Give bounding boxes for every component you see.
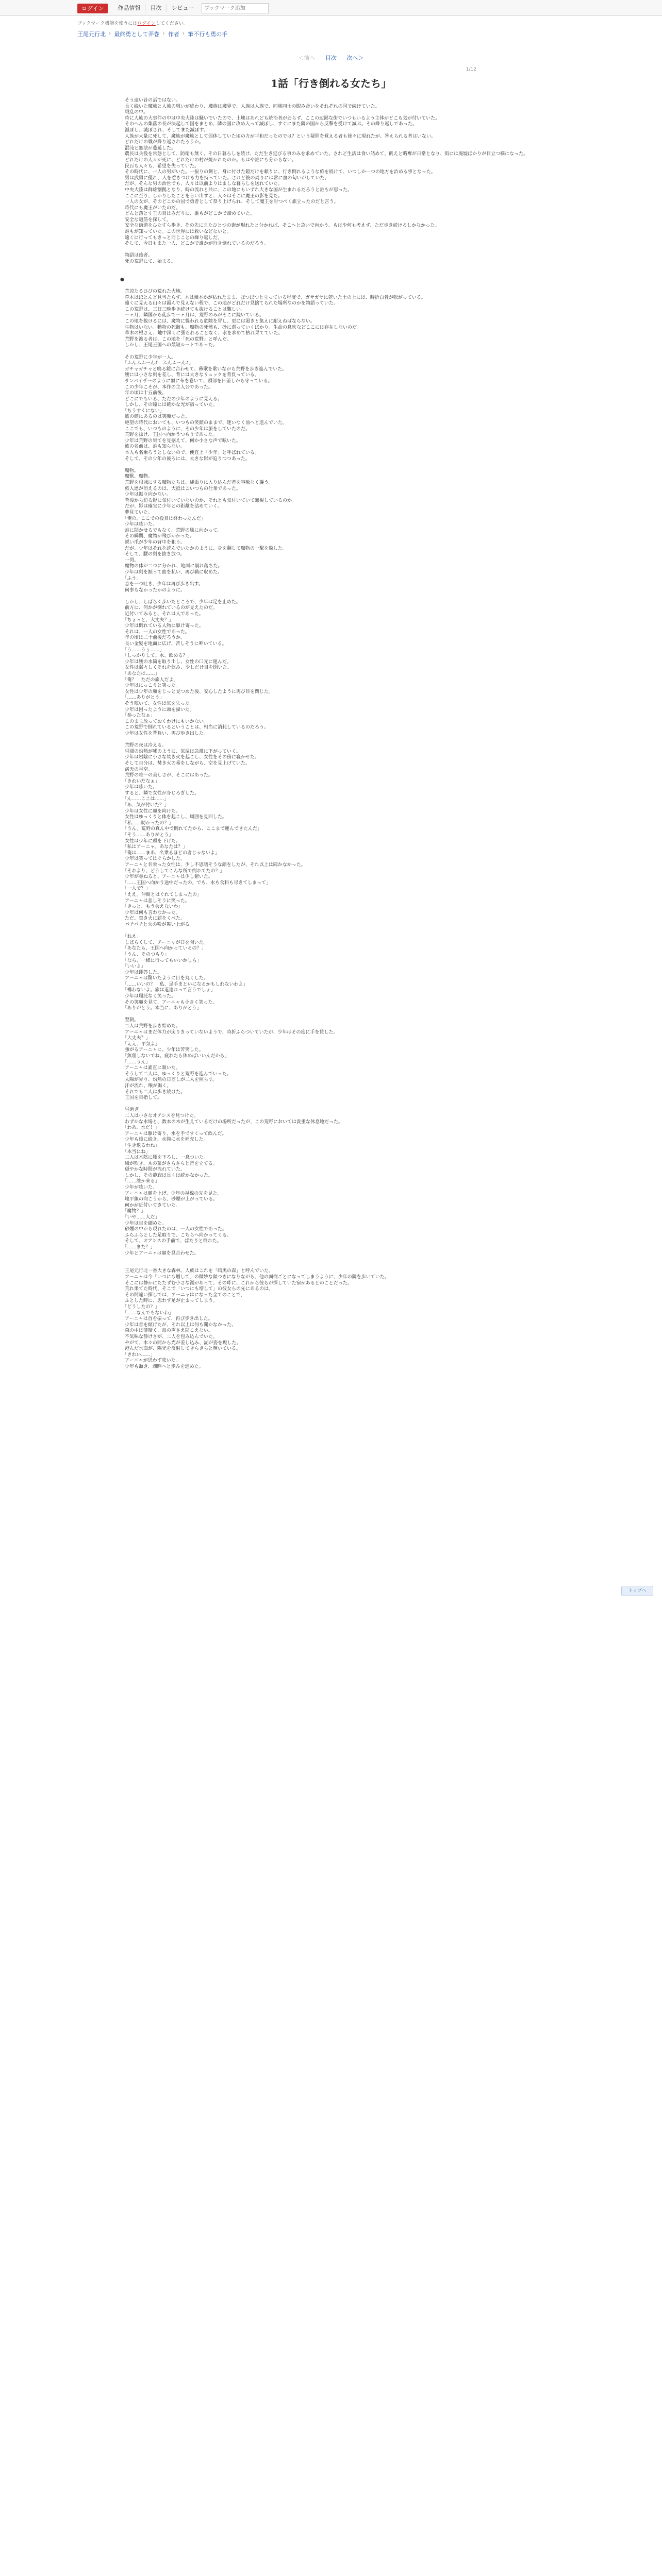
paragraph: しかし、その静寂は長くは続かなかった。 <box>120 1173 213 1178</box>
paragraph: 二人は小さなオアシスを見つけた。 <box>120 1113 199 1118</box>
prev-chapter-link[interactable]: ＜前へ <box>298 55 316 61</box>
paragraph: どんと落とす王の目はみだりに、誰もがどこかで諦めていた。 <box>120 211 255 217</box>
paragraph: 「ねえ」 <box>120 934 141 940</box>
paragraph: 少年は笑ってはぐらかした。 <box>120 856 186 862</box>
paragraph: 「わあ、水だ！」 <box>120 1125 160 1131</box>
paragraph: 誰に聞かせるでもなく、荒野の風に向かって。 <box>120 528 222 533</box>
paragraph: 草木の根さえ、地中深くに張られることなく、水を求めて枯れ果てていた。 <box>120 331 283 336</box>
toc-link[interactable]: 目次 <box>325 55 337 61</box>
paragraph: 「ん……ここは……」 <box>120 796 169 802</box>
paragraph: 夢見ていた。 <box>120 510 153 515</box>
paragraph: 「本当にね」 <box>120 1149 151 1155</box>
paragraph: アーニャが思わず呟いた。 <box>120 1358 180 1364</box>
paragraph: 少年は困ったように頭を掻いた。 <box>120 707 195 713</box>
paragraph: 二人は木陰に腰を下ろし、一息ついた。 <box>120 1155 209 1161</box>
paragraph: 女性は少年に頭を下げた。 <box>120 838 181 844</box>
paragraph-blank <box>120 1257 538 1263</box>
paragraph: 物語は後者。 <box>120 253 153 259</box>
paragraph: この少年こそが、本作の主人公であった。 <box>120 384 213 390</box>
paragraph: 死の荒野にて、始まる。 <box>120 259 176 265</box>
paragraph: そのへんの集落の長が決起して国をまとめ、隣の国に攻め入って滅ぼし、すぐにまた隣の国から反撃を受けて滅ぶ。その繰り返しであった。 <box>120 122 417 127</box>
paragraph: そう遠い昔の話ではない。 <box>120 98 181 103</box>
paragraph: 一閃。 <box>120 557 139 563</box>
paragraph: 「……王国へ向かう途中だったの。でも、水も食料も尽きてしまって」 <box>120 880 271 886</box>
paragraph: 少年は呟いた。 <box>120 785 158 790</box>
paragraph: 「うん、そのつもり」 <box>120 952 170 957</box>
paragraph: 少年が呟いた。 <box>120 1185 158 1191</box>
paragraph-blank <box>120 1101 538 1108</box>
paragraph: 「俺の、ここでの役目は終わったんだ」 <box>120 516 206 521</box>
paragraph: 絶望の時代においても、いつもの笑顔のままで、迷いなく前へと進んでいた。 <box>120 420 287 426</box>
paragraph: しかし、しばらく歩いたところで、少年は足を止めた。 <box>120 599 241 605</box>
paragraph: 「……うん」 <box>120 1059 151 1065</box>
paragraph: 少年はにっこりと笑った。 <box>120 683 180 689</box>
breadcrumb-item[interactable]: 最終勇として弄巻 <box>114 31 160 38</box>
paragraph: 風が吹き、木の葉がさらさらと音を立てる。 <box>120 1161 218 1166</box>
paragraph: 「ええ。仲間とはぐれてしまったの」 <box>120 892 202 897</box>
paragraph: 本人も名乗ろうとしないので、便宜上「少年」と呼ばれている。 <box>120 450 259 456</box>
paragraph: 一人の女が、そのどこかの国で勇者として祭り上げられ、そして魔王を討つべく旅立ったのだと言う。 <box>120 199 339 205</box>
paragraph: 少年は屈託なく笑った。 <box>120 994 176 999</box>
paragraph: 戦乱の中。 <box>120 110 148 115</box>
paragraph: 魔獣、魔物。 <box>120 474 153 480</box>
paragraph: このまま放っておくわけにもいかない。 <box>120 719 209 724</box>
paragraph: その笑顔を見て、アーニャも小さく笑った。 <box>120 999 218 1005</box>
paragraph: 一ヶ月、隣国から徒歩で一ヶ月は、荒野のみがそこに続いている。 <box>120 313 264 318</box>
paragraph: 「ありがとう。本当に、ありがとう」 <box>120 1006 202 1011</box>
paragraph: 「あなたも、王国へ向かっているの？」 <box>120 946 206 952</box>
paragraph: どれだけの人々が死に、どれだけの村が焼かれたのか。もはや誰にも分からない。 <box>120 157 297 163</box>
paragraph: 「無理しないでね。疲れたら休めばいいんだから」 <box>120 1054 229 1059</box>
paragraph: 何事もなかったかのように。 <box>120 587 186 593</box>
paragraph-blank <box>120 594 538 600</box>
paragraph: ここに至り、しかりしたことを言い出すと、人々はそこに魔王の影を見た。 <box>120 193 283 199</box>
paragraph-blank <box>120 737 538 743</box>
paragraph: 草木はほとんど見当たらず、木は幾本かが枯れたまま、ぽつぽつと立っている程度で、ガサガサに乾いた土の上には、時折白骨が転がっている。 <box>120 295 426 300</box>
paragraph: 女性は少年の顔をじっと見つめた後、安心したように再び目を閉じた。 <box>120 689 274 694</box>
paragraph: そして自分は、焚き火の番をしながら、空を見上げていた。 <box>120 760 251 766</box>
paragraph: アーニャは駆け寄り、水を手ですくって飲んだ。 <box>120 1131 227 1137</box>
paragraph: 民百も人々も、希望を失っていた。 <box>120 163 200 169</box>
paragraph: 澄んだ水面が、陽光を反射してきらきらと輝いている。 <box>120 1346 241 1352</box>
paragraph: そして、腰の剣を抜き放つ。 <box>120 552 185 557</box>
chapter-pager <box>0 54 662 62</box>
paragraph: 魔物の体が二つに分かれ、地面に崩れ落ちた。 <box>120 564 223 569</box>
paragraph: その時代に、一人の男がいた。一振りの剣と、身に付けた鎧だけを頼りに、行き倒れるような旅を続けて、いつしか一つの地方を治める事となった。 <box>120 170 436 175</box>
paragraph: 少年は荒野の果てを見据えて、何か小さな声で呟いた。 <box>120 438 241 444</box>
paragraph: 腰には小さな剣を差し、背には大きなリュックを背負っている。 <box>120 372 259 378</box>
paragraph: 荒野の唯一の美しさが、そこにはあった。 <box>120 773 213 778</box>
paragraph: アーニャは素直に頷いた。 <box>120 1065 180 1071</box>
paragraph: 「参ったなぁ」 <box>120 713 155 719</box>
paragraph: 太陽が昇り、灼熱の日差しが二人を照らす。 <box>120 1077 218 1083</box>
paragraph: 背後から迫る影に気付いていないのか、それとも気付いていて無視しているのか。 <box>120 498 297 503</box>
paragraph: 「俺？ ただの旅人だよ」 <box>120 677 178 683</box>
paragraph: だが、少年はそれを読んでいたかのように、身を翻して魔物の一撃を躱した。 <box>120 546 288 551</box>
paragraph: 「私……助かったの？」 <box>120 820 174 826</box>
paragraph: 混沌と無法が蔓延した。 <box>120 145 176 151</box>
login-button[interactable]: ログイン <box>77 4 108 13</box>
breadcrumb-item[interactable]: 王尾元行北 <box>77 31 106 38</box>
paragraph: 時代にも魔王がいたのだ。 <box>120 205 181 211</box>
paragraph: アーニャは今「いつにも増して」の微妙な顔つきになりながら、他の面倒ごとになってしまうように、少年の隣を歩いていた。 <box>120 1274 389 1280</box>
paragraph: 前方に、何かが倒れているのが見えたのだ。 <box>120 605 218 611</box>
paragraph: 彼の顔にあるのは笑顔だった。 <box>120 414 190 420</box>
paragraph-blank <box>120 349 538 355</box>
paragraph: そして、今日もまた一人、どこかで誰かが行き倒れているのだろう。 <box>120 241 269 247</box>
paragraph: 「ちょっと、大丈夫？」 <box>120 617 174 623</box>
paragraph: 農民は兵役を常態として、防衛も無く、その日暮らしを続け、ただ生き延びる事のみを求めていた。されど生活は食い詰めて、飢えと略奪が日常となり、街には廃墟ばかりが目立つ様になった。 <box>120 151 528 157</box>
paragraph: アーニャは驚いたように目を丸くした。 <box>120 976 208 981</box>
paragraph: 年の頃は十五前後。 <box>120 391 167 396</box>
paragraph: その瞬間、魔物が飛びかかった。 <box>120 534 195 539</box>
paragraph: 「そう……ありがとう」 <box>120 833 174 838</box>
next-chapter-link[interactable]: 次へ＞ <box>346 55 364 61</box>
paragraph: 長く続いた魔族と人族の戦いが終わり、魔族は魔界で、人族は人族で、同族同士の睨み合いをそれぞれの国で続けていた。 <box>120 104 380 109</box>
top-nav-bar <box>0 0 662 16</box>
paragraph: 「私はアーニャ。あなたは？」 <box>120 844 188 850</box>
paragraph: 男は武勇に優れ、人を惹きつける力を持っていた。されど彼の周りには常に血の匂いがしていた。 <box>120 175 329 181</box>
paragraph: すると、隣で女性が身じろぎした。 <box>120 790 200 796</box>
paragraph: この地を抜けるには、魔物に襲われる危険を冒し、更には渇きと飢えに耐えねばならない。 <box>120 318 316 324</box>
paragraph: 少年は目を細めた。 <box>120 1221 167 1226</box>
login-notice-link[interactable]: ログイン <box>137 21 156 26</box>
paragraph: それは、一人の女性であった。 <box>120 629 190 635</box>
paragraph: 荒野を抜け、王国へ向かうつもりであった。 <box>120 432 218 438</box>
paragraph-blank <box>120 1263 538 1269</box>
paragraph: 近付いてみると、それは人であった。 <box>120 612 204 617</box>
paragraph: 鋭い爪が少年の背中を狙う。 <box>120 539 186 545</box>
paragraph: 荒れ果てた時代、そこで「いつにも増して」の彼女らの先にあるのは。 <box>120 1286 274 1292</box>
paragraph: 荒野を渡る者は、この地を「死の荒野」と呼んだ。 <box>120 336 232 342</box>
paragraph: アーニャはまだ体力が戻りきっていないようで、時折ふらついていたが、少年はその度に手を貸した。 <box>120 1029 338 1035</box>
paragraph: 少年も後に続き、水筒に水を補充した。 <box>120 1137 208 1143</box>
paragraph: その荒野に少年が一人。 <box>120 354 176 360</box>
breadcrumb-item[interactable]: 筆不行も勇の手 <box>188 31 228 38</box>
paragraph: 「生き返るわね」 <box>120 1143 160 1148</box>
paragraph: 「大丈夫？」 <box>120 1036 151 1041</box>
breadcrumb <box>77 30 227 38</box>
paragraph: 「……なんでもないわ」 <box>120 1310 174 1316</box>
paragraph: 誰もが知っていた。この世界には救いなどないと。 <box>120 229 232 235</box>
paragraph: サンバイザーのように額に布を巻いて、頭部を日差しから守っている。 <box>120 378 273 384</box>
back-to-top-button[interactable]: トップへ <box>621 1586 653 1596</box>
paragraph: 王尾元行北一番大きな森林、人族はこれを「暗黒の森」と呼んでいた。 <box>120 1268 274 1274</box>
paragraph: 彼の名前は、誰も知らない。 <box>120 444 186 450</box>
paragraph: しかし、その瞳には確かな光が宿っていた。 <box>120 402 218 408</box>
paragraph: 少年は首を傾げたが、それ以上は何も聞かなかった。 <box>120 1322 237 1328</box>
paragraph: 昼間の灼熱が嘘のように、気温は急激に下がっていく。 <box>120 749 241 754</box>
paragraph: 「ええ、平気よ」 <box>120 1041 160 1047</box>
paragraph: 「あ、気が付いた？」 <box>120 803 169 808</box>
paragraph: 地平線の向こうから、砂煙が上がっている。 <box>120 1197 218 1202</box>
paragraph: 安全な街道をひたすら歩き、その先にまたひとつの街が現れたと分かれば、そこへと急いで向かう。もはや何も考えず、ただ歩き続けるしかなかった。 <box>120 223 440 229</box>
paragraph: 森の中は薄暗く、鳥の声さえ聞こえない。 <box>120 1328 213 1334</box>
paragraph: 穏やかな時間が流れていた。 <box>120 1167 186 1173</box>
paragraph: アーニャは悲しそうに笑った。 <box>120 898 190 904</box>
paragraph: 少年は岩陰に小さな焚き火を起こし、女性をその傍に寝かせた。 <box>120 755 260 760</box>
paragraph: 「いいよ」 <box>120 964 146 970</box>
paragraph: ふらふらとした足取りで、こちらへ向かってくる。 <box>120 1232 231 1238</box>
paragraph: 「きっと、もう会えないわ」 <box>120 904 183 910</box>
paragraph: 「ふう」 <box>120 575 141 581</box>
paragraph: そう呟いて、女性は気を失った。 <box>120 701 194 706</box>
top-nav <box>77 3 269 13</box>
paragraph: 荒野を根城にする魔物たちは、縄張りに入り込んだ者を容赦なく襲う。 <box>120 480 274 485</box>
paragraph: 強がるアーニャに、少年は苦笑した。 <box>120 1047 204 1053</box>
paragraph: それでも二人は歩き続けた。 <box>120 1089 186 1095</box>
paragraph: だが、影は確実に少年との距離を詰めていく。 <box>120 504 222 510</box>
paragraph: 少年とアーニャは顔を見合わせた。 <box>120 1250 199 1256</box>
paragraph: この荒野は、三日三晩歩き続けても抜けることは難しい。 <box>120 307 246 312</box>
paragraph: 時に人族の大事件の中は中央大陸は騒いでいたので、土地はあれども統治者がおらず、ここの辺鄙な街でいつもいるよう主体がどこも気が付いていた。 <box>120 115 440 121</box>
paragraph: その間違い探しでは、アーニャはになった全てのことで、 <box>120 1292 245 1298</box>
paragraph: アーニャと名乗った女性は、少し不思議そうな顔をしたが、それ以上は聞かなかった。 <box>120 862 306 868</box>
paragraph: 「魔物？」 <box>120 1209 146 1214</box>
paragraph: 安全な道筋を探して。 <box>120 217 171 223</box>
nav-item-review[interactable]: レビュー <box>171 5 194 11</box>
paragraph: 「それより、どうしてこんな所で倒れてたの？」 <box>120 868 225 874</box>
paragraph-blank <box>120 462 538 468</box>
paragraph: 少年は女性を背負い、再び歩き出した。 <box>120 731 209 736</box>
paragraph: 少年は振り向かない。 <box>120 492 172 498</box>
paragraph: 少年は女性に顔を向けた。 <box>120 808 181 814</box>
paragraph: 魔物。 <box>120 468 139 473</box>
paragraph: しばらくして、アーニャが口を開いた。 <box>120 940 208 945</box>
paragraph: ガチャガチャと鳴る鎧に合わせて、鼻歌を歌いながら荒野を歩き進んでいた。 <box>120 366 287 372</box>
paragraph: 「俺は……まあ、名乗るほどの者じゃないよ」 <box>120 850 220 856</box>
paragraph: 遠くに見える山々は霞んで見えない程で、この地がどれだけ見捨てられた場所なのかを物語っていた。 <box>120 301 338 307</box>
paragraph: 少年は倒れている人物に駆け寄った。 <box>120 623 204 629</box>
paragraph: 「きれい……」 <box>120 1352 155 1358</box>
login-notice <box>77 20 188 26</box>
paragraph: 滅ぼし、滅ぼされ、そしてまた滅ぼす。 <box>120 127 208 133</box>
login-notice-prefix: ブックマーク機能を使うには <box>77 21 138 26</box>
paragraph: 少年も頷き、湖畔へと歩みを進めた。 <box>120 1364 204 1369</box>
paragraph: 何かが近付いてきていた。 <box>120 1202 181 1208</box>
paragraph: 「うん。荒野の真ん中で倒れてたから、ここまで運んできたんだ」 <box>120 826 262 832</box>
paragraph: この荒野で倒れているということは、相当に消耗しているのだろう。 <box>120 725 269 731</box>
paragraph: そして、オアシスの手前で、ばたりと倒れた。 <box>120 1239 222 1244</box>
paragraph: 「なら、一緒に行ってもいいかしら」 <box>120 958 202 963</box>
paragraph: 「……ありがとう」 <box>120 695 164 701</box>
paragraph: 「きれいだなぁ」 <box>120 778 160 784</box>
paragraph: ただ、焚き火に薪をくべた。 <box>120 916 186 922</box>
paragraph: 少年は呟いた。 <box>120 522 158 528</box>
page-count: 1/12 <box>466 67 476 72</box>
nav-item-works[interactable]: 作品情報 <box>113 4 145 12</box>
paragraph: 少年は剣を振って血を払い、再び鞘に収めた。 <box>120 569 223 575</box>
nav-item-toc[interactable]: 目次 <box>145 4 167 12</box>
paragraph: 「しっかりして。水、飲める？」 <box>120 653 192 659</box>
paragraph: 砂煙の中から現れたのは、一人の女性であった。 <box>120 1227 227 1232</box>
paragraph: 満天の星空。 <box>120 767 153 772</box>
paragraph: だが、そんな男の治世でも、人々は以前よりはましな暮らしを送れていた。 <box>120 181 283 187</box>
paragraph: 「あなたは……」 <box>120 671 160 676</box>
paragraph: どれだけの戦が繰り返されたろうか。 <box>120 140 204 145</box>
paragraph: 「ちうすくにない」 <box>120 408 164 414</box>
paragraph-blank <box>120 928 538 935</box>
paragraph: パチパチと火の粉が舞い上がる。 <box>120 922 194 927</box>
paragraph: 二人は荒野を歩き始めた。 <box>120 1024 181 1029</box>
login-notice-suffix: してください。 <box>155 21 188 26</box>
paragraph-blank <box>120 283 538 289</box>
chapter-title: 1話「行き倒れる女たち」 <box>271 77 391 90</box>
paragraph: 生物はいない。動物の死骸も、魔物の死骸も、砂に還っていくばかり。生命の息吹などここには存在しないのだ。 <box>120 325 362 330</box>
paragraph: 人族が大量に死して、魔族が魔族として弱体していた頃の方が平和だったのでは？という疑問を覚える者も徐々に現れたが、答えられる者はいない。 <box>120 133 436 139</box>
paragraph: 「……いいの？ 私、足手まといになるかもしれないわよ」 <box>120 981 248 987</box>
breadcrumb-item[interactable]: 作者 <box>168 31 179 38</box>
paragraph-blank <box>120 265 538 272</box>
paragraph: どこにでもいる、ただの少年のように見える。 <box>120 396 223 402</box>
paragraph: 「いや……人だ」 <box>120 1215 160 1221</box>
paragraph: 年の頃は二十前後だろうか。 <box>120 635 186 641</box>
paragraph: 女性はゆっくりと体を起こし、周囲を見回した。 <box>120 815 227 820</box>
paragraph: 「どうしたの？」 <box>120 1304 160 1310</box>
paragraph: 中央大陸は群雄割拠となり、時の流れと共に、この地にもいずれ大きな国が生まれるだろうと誰もが思った。 <box>120 187 353 193</box>
paragraph: 少年は即答した。 <box>120 970 162 975</box>
paragraph: そうして二人は、ゆっくりと荒野を進んでいった。 <box>120 1071 231 1077</box>
paragraph: 荒野の夜は冷える。 <box>120 743 167 749</box>
paragraph: 汗が流れ、喉が渇く。 <box>120 1083 172 1089</box>
paragraph: 「……誰か来る」 <box>120 1179 160 1184</box>
paragraph: 「……また？」 <box>120 1245 155 1250</box>
paragraph: 長い金髪を地面に広げ、苦しそうに呻いている。 <box>120 641 227 647</box>
paragraph: 「ふんふふーん♪ ふんふーん♪」 <box>120 361 193 366</box>
paragraph: 少年が尋ねると、アーニャは少し俯いた。 <box>120 874 213 880</box>
paragraph: アーニャは首を振って、再び歩き出した。 <box>120 1316 213 1322</box>
paragraph: ふとした時に、思わず足が止まってしまう。 <box>120 1298 218 1304</box>
paragraph: 「う……うぅ……」 <box>120 647 164 653</box>
paragraph: 遠くに行ってもきっと同じことの繰り返しだ。 <box>120 235 223 241</box>
paragraph: 王国を目指して。 <box>120 1095 162 1101</box>
paragraph: しかし、王尾王国への最短ルートであった。 <box>120 343 218 348</box>
paragraph: そして、その少年の後ろには、大きな影が迫りつつあった。 <box>120 456 250 462</box>
paragraph: 少年は腰の水筒を取り出し、女性の口元に運んだ。 <box>120 659 232 665</box>
breadcrumb-separator: › <box>162 30 165 37</box>
paragraph: 翌朝。 <box>120 1018 139 1023</box>
paragraph: わずかな水場と、数本の木が生えているだけの場所だったが、この荒野においては貴重な休息地だった。 <box>120 1119 343 1125</box>
paragraph: そこには静かにたたずむ小さな湖があって、その畔に、これから彼らが探していた宿があるとのことだった。 <box>120 1280 352 1286</box>
paragraph: 女性は弱々しくそれを飲み、少しだけ目を開いた。 <box>120 665 232 671</box>
breadcrumb-separator: › <box>109 30 111 37</box>
paragraph: 荒涼たるひびの荒れた大地。 <box>120 289 186 294</box>
paragraph-blank <box>120 247 538 253</box>
bookmark-input[interactable] <box>202 3 269 13</box>
breadcrumb-separator: › <box>182 30 185 37</box>
paragraph: やがて、木々の間から光が差し込み、湖が姿を現した。 <box>120 1340 241 1346</box>
chapter-body <box>120 98 538 1370</box>
paragraph: 少年は何も言わなかった。 <box>120 910 181 916</box>
paragraph-blank <box>120 1012 538 1018</box>
paragraph: ここでも、いつものように、その少年は旅をしていたのだ。 <box>120 426 251 432</box>
paragraph: 「一人で？」 <box>120 886 151 892</box>
paragraph: アーニャは顔を上げ、少年の視線の先を見た。 <box>120 1191 222 1196</box>
paragraph: 不気味な静けさが、二人を包み込んでいた。 <box>120 1334 218 1340</box>
paragraph: ● <box>120 277 124 282</box>
paragraph: 「構わないよ。旅は道連れって言うでしょ」 <box>120 988 216 993</box>
paragraph-blank <box>120 271 538 277</box>
paragraph: 昼過ぎ。 <box>120 1107 143 1113</box>
paragraph: 旅人達が消えるのは、大抵はこいつらの仕業であった。 <box>120 486 241 492</box>
paragraph: 息を一つ吐き、少年は再び歩き出す。 <box>120 582 203 587</box>
